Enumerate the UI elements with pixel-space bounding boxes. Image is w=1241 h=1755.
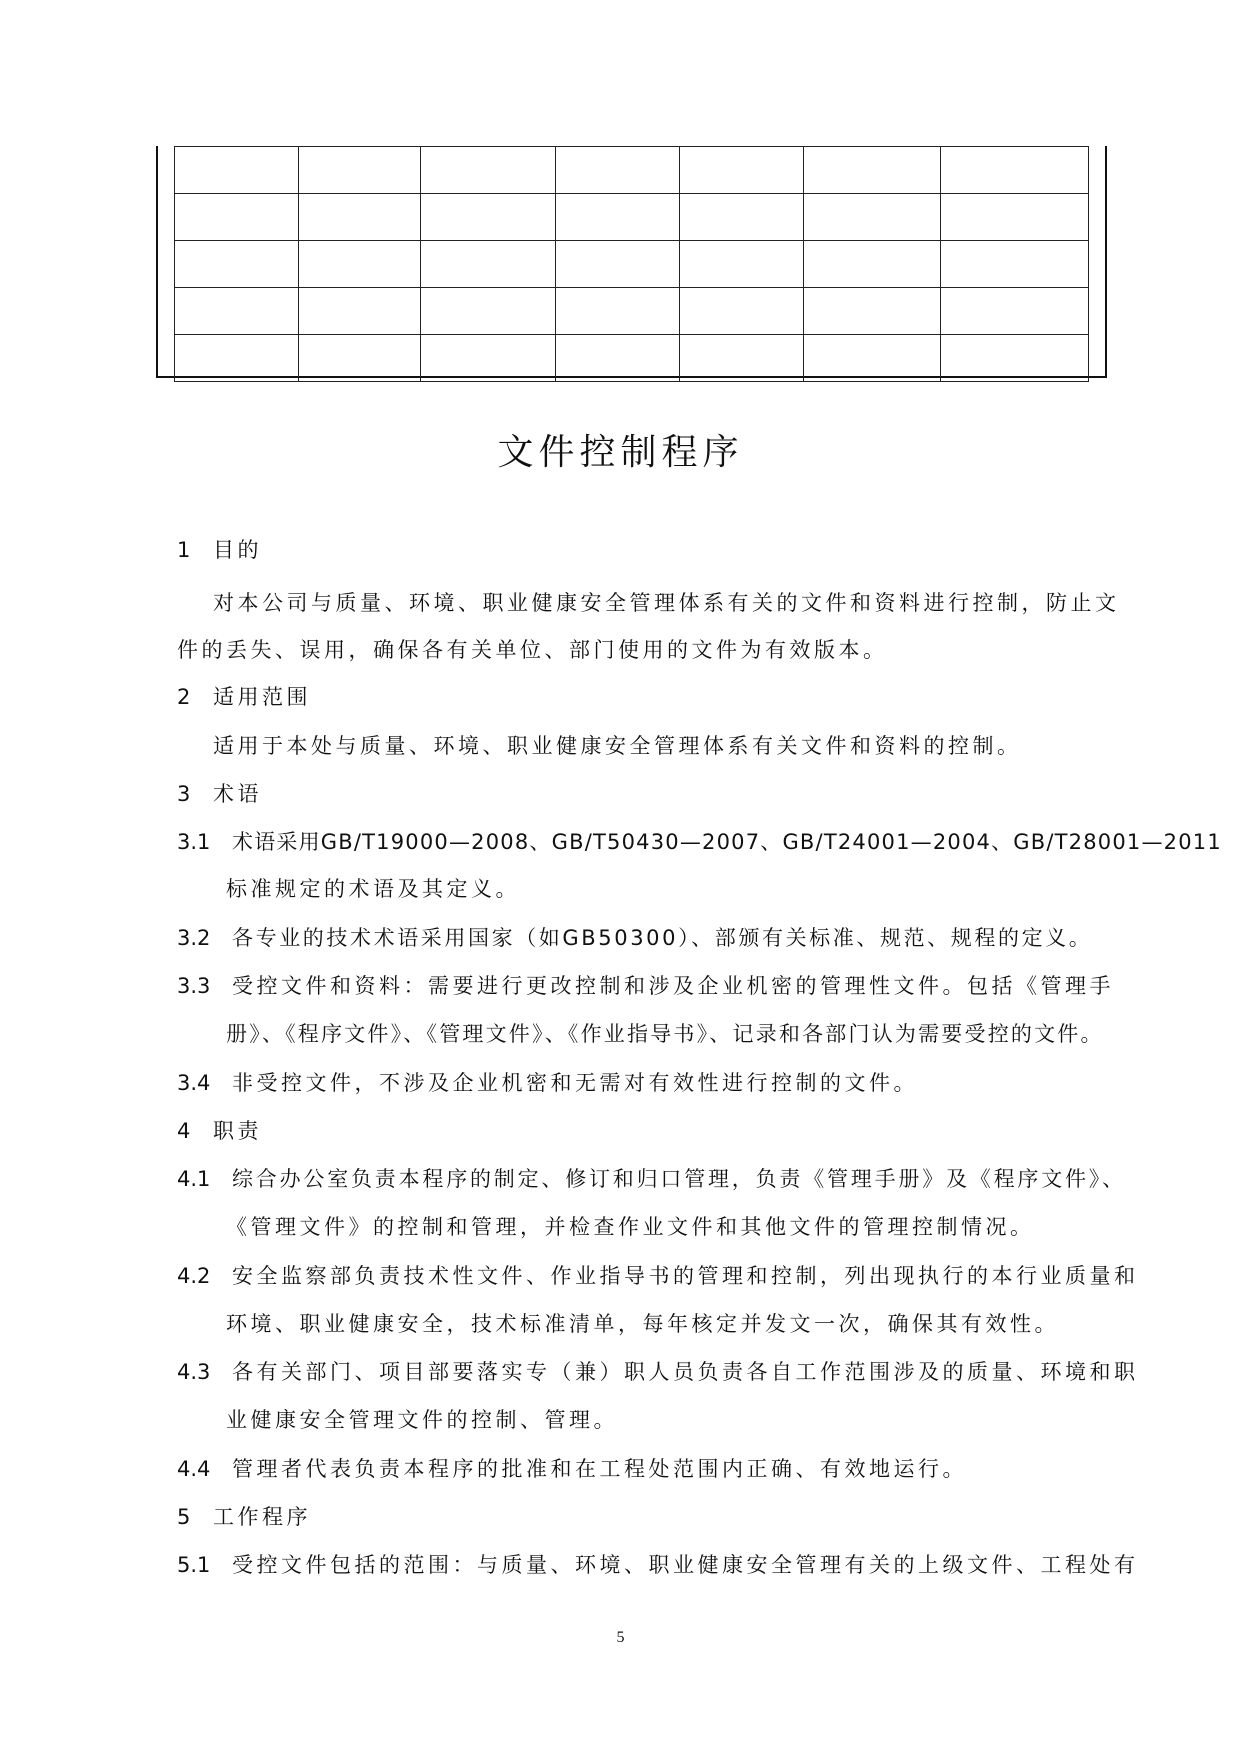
table-cell bbox=[421, 147, 556, 194]
subsection-line bbox=[177, 1164, 1126, 1194]
table-cell bbox=[680, 335, 804, 382]
table-cell bbox=[175, 241, 299, 288]
table-cell bbox=[299, 335, 421, 382]
subsection-line bbox=[177, 1261, 1139, 1291]
section-heading bbox=[177, 779, 262, 809]
table-cell bbox=[680, 194, 804, 241]
table-cell bbox=[941, 335, 1089, 382]
page-title: 文件控制程序 bbox=[497, 432, 744, 473]
paragraph-line: 对本公司与质量、环境、职业健康安全管理体系有关的文件和资料进行控制，防止文 bbox=[213, 591, 1120, 615]
paragraph-line: 件的丢失、误用，确保各有关单位、部门使用的文件为有效版本。 bbox=[177, 638, 888, 662]
subsection-text: 各专业的技术术语采用国家（如GB50300）、部颁有关标准、规范、规程的定义。 bbox=[232, 926, 1093, 950]
subsection-number: 3.3 bbox=[177, 974, 211, 998]
table-cell bbox=[421, 194, 556, 241]
section-heading bbox=[177, 682, 311, 712]
table-cell bbox=[804, 288, 941, 335]
subsection-text: 管理者代表负责本程序的批准和在工程处范围内正确、有效地运行。 bbox=[232, 1457, 967, 1481]
subsection-line bbox=[177, 827, 1222, 857]
subsection-line bbox=[177, 1550, 1139, 1580]
table-cell bbox=[941, 288, 1089, 335]
page-number: 5 bbox=[616, 1629, 625, 1646]
subsection-number: 4.2 bbox=[177, 1264, 211, 1288]
section-title: 工作程序 bbox=[213, 1505, 311, 1529]
table-cell bbox=[175, 335, 299, 382]
table-cell bbox=[941, 241, 1089, 288]
subsection-text: 非受控文件，不涉及企业机密和无需对有效性进行控制的文件。 bbox=[232, 1071, 918, 1095]
subsection-number: 4.3 bbox=[177, 1360, 211, 1384]
section-title: 目的 bbox=[213, 538, 262, 562]
subsection-text: 术语采用GB/T19000—2008、GB/T50430—2007、GB/T24001—2004、GB/T28001—2011 bbox=[232, 830, 1222, 854]
section-number: 5 bbox=[177, 1505, 191, 1529]
table-cell bbox=[941, 194, 1089, 241]
table-cell bbox=[299, 241, 421, 288]
table-cell bbox=[299, 194, 421, 241]
section-number: 3 bbox=[177, 782, 191, 806]
subsection-text: 各有关部门、项目部要落实专（兼）职人员负责各自工作范围涉及的质量、环境和职 bbox=[232, 1360, 1139, 1384]
table-cell bbox=[804, 335, 941, 382]
table-cell bbox=[804, 241, 941, 288]
table-cell bbox=[556, 288, 680, 335]
table-cell bbox=[556, 147, 680, 194]
table-cell bbox=[175, 147, 299, 194]
subsection-text: 受控文件包括的范围：与质量、环境、职业健康安全管理有关的上级文件、工程处有 bbox=[232, 1553, 1139, 1577]
table-cell bbox=[421, 241, 556, 288]
section-number: 1 bbox=[177, 538, 191, 562]
table-row bbox=[175, 335, 1089, 382]
table-cell bbox=[421, 288, 556, 335]
table-cell bbox=[556, 241, 680, 288]
table-cell bbox=[175, 288, 299, 335]
table-row bbox=[175, 194, 1089, 241]
subsection-line bbox=[177, 1454, 967, 1484]
table-cell bbox=[680, 147, 804, 194]
table-cell bbox=[299, 147, 421, 194]
section-heading bbox=[177, 1116, 262, 1146]
subsection-number: 4.4 bbox=[177, 1457, 211, 1481]
subsection-number: 3.4 bbox=[177, 1071, 211, 1095]
section-title: 适用范围 bbox=[213, 685, 311, 709]
table-row bbox=[175, 241, 1089, 288]
section-heading bbox=[177, 535, 262, 565]
table-cell bbox=[941, 147, 1089, 194]
section-title: 术语 bbox=[213, 782, 262, 806]
continuation-line: 环境、职业健康安全，技术标准清单，每年核定并发文一次，确保其有效性。 bbox=[226, 1312, 1059, 1336]
paragraph-line: 适用于本处与质量、环境、职业健康安全管理体系有关文件和资料的控制。 bbox=[213, 734, 1022, 758]
subsection-line bbox=[177, 1357, 1139, 1387]
table-cell bbox=[556, 335, 680, 382]
table-cell bbox=[175, 194, 299, 241]
table-cell bbox=[804, 147, 941, 194]
continuation-line: 标准规定的术语及其定义。 bbox=[226, 877, 520, 901]
continuation-line: 《管理文件》的控制和管理，并检查作业文件和其他文件的管理控制情况。 bbox=[226, 1215, 1035, 1239]
blank-table bbox=[174, 146, 1089, 382]
section-number: 4 bbox=[177, 1119, 191, 1143]
subsection-line bbox=[177, 923, 1092, 953]
continuation-line: 业健康安全管理文件的控制、管理。 bbox=[226, 1408, 618, 1432]
subsection-number: 3.2 bbox=[177, 926, 211, 950]
subsection-line bbox=[177, 1068, 918, 1098]
section-number: 2 bbox=[177, 685, 191, 709]
subsection-text: 受控文件和资料：需要进行更改控制和涉及企业机密的管理性文件。包括《管理手 bbox=[232, 974, 1114, 998]
subsection-number: 5.1 bbox=[177, 1553, 211, 1577]
table-cell bbox=[421, 335, 556, 382]
table-cell bbox=[804, 194, 941, 241]
subsection-number: 4.1 bbox=[177, 1167, 211, 1191]
table-cell bbox=[680, 288, 804, 335]
table-row bbox=[175, 288, 1089, 335]
table-row bbox=[175, 147, 1089, 194]
subsection-text: 安全监察部负责技术性文件、作业指导书的管理和控制，列出现执行的本行业质量和 bbox=[232, 1264, 1139, 1288]
subsection-number: 3.1 bbox=[177, 830, 211, 854]
section-heading bbox=[177, 1502, 311, 1532]
section-title: 职责 bbox=[213, 1119, 262, 1143]
table-cell bbox=[556, 194, 680, 241]
table-cell bbox=[299, 288, 421, 335]
table-cell bbox=[680, 241, 804, 288]
subsection-text: 综合办公室负责本程序的制定、修订和归口管理，负责《管理手册》及《程序文件》、 bbox=[232, 1167, 1126, 1191]
continuation-line: 册》、《程序文件》、《管理文件》、《作业指导书》、记录和各部门认为需要受控的文件。 bbox=[226, 1022, 1104, 1046]
subsection-line bbox=[177, 971, 1114, 1001]
